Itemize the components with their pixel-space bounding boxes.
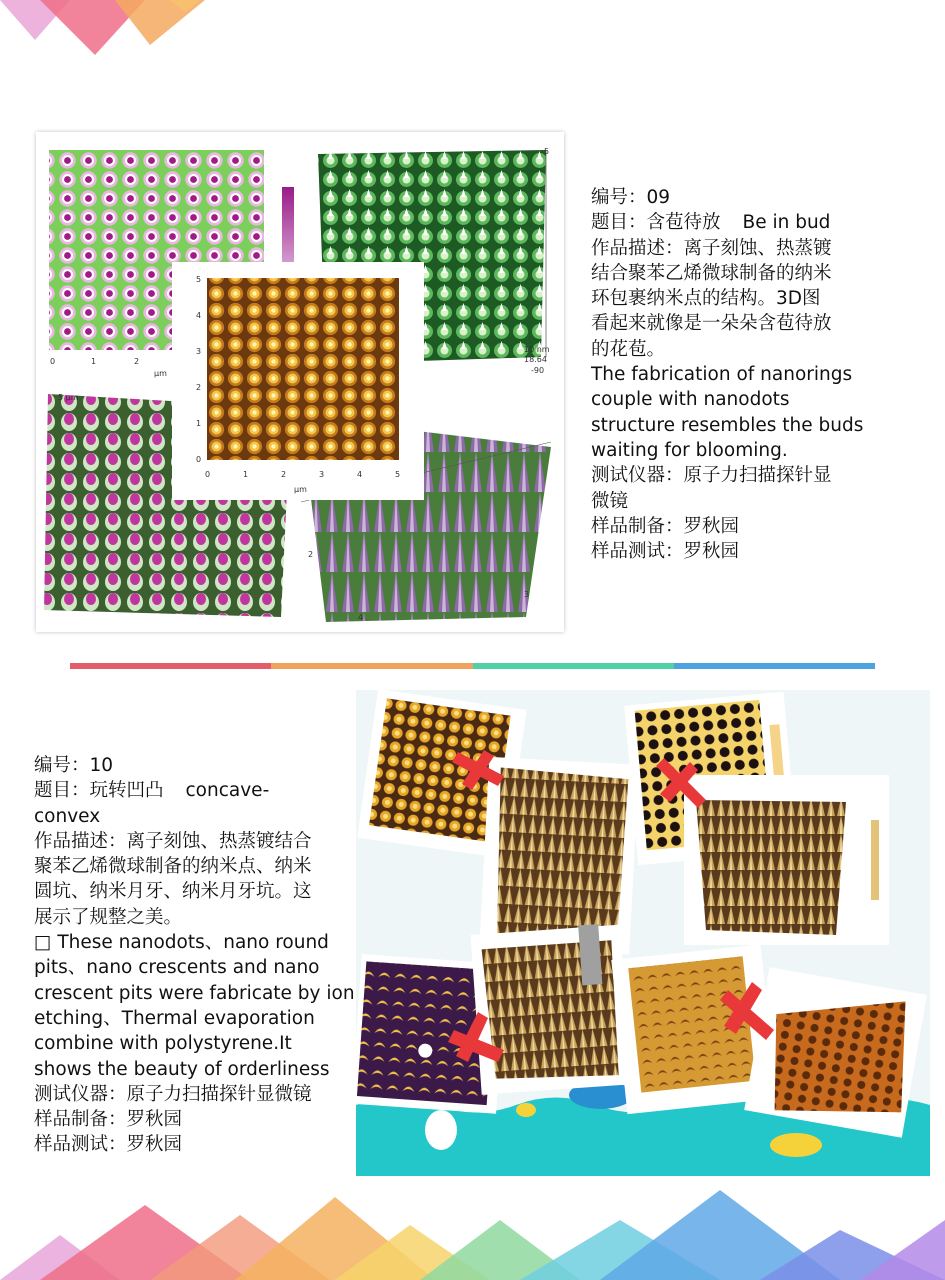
center-axis-unit: μm — [294, 485, 307, 494]
afm-collage-2 — [356, 690, 930, 1176]
entry-09-desc-cn-4: 的花苞。 — [591, 338, 666, 360]
entry-10-desc-cn-0: 作品描述：离子刻蚀、热蒸镀结合 — [34, 830, 312, 852]
afm-collage-1-graphic — [36, 132, 564, 632]
section-divider — [70, 663, 875, 669]
entry-09-tested-by: 样品测试：罗秋园 — [591, 541, 740, 563]
tick-5: 5 — [544, 147, 550, 156]
tick-3b: 3 — [524, 590, 530, 599]
entry-10-number: 编号：10 — [34, 755, 114, 776]
entry-09-number: 编号：09 — [591, 187, 671, 208]
ytick-4: 4 — [196, 311, 202, 320]
entry-09-title-en: Be in bud — [742, 212, 831, 234]
tick-2b: 2 — [308, 550, 314, 559]
entry-10-title — [34, 778, 355, 803]
entry-09-instrument-1: 微镜 — [591, 490, 629, 512]
corner-label-10nm: 10 nm — [524, 345, 550, 354]
entry-09-desc-en-2: structure resembles the buds — [591, 414, 864, 436]
xtick-1: 1 — [243, 470, 249, 479]
entry-10-title-en2: convex — [34, 805, 101, 827]
tick-2: 2 — [134, 357, 140, 366]
entry-10-desc-en-4: combine with polystyrene.It — [34, 1033, 292, 1055]
entry-09-instrument-0: 测试仪器：原子力扫描探针显 — [591, 465, 832, 487]
entry-10-title-en: concave- — [185, 780, 270, 802]
xtick-0: 0 — [205, 470, 211, 479]
entry-09-prepared-by: 样品制备：罗秋园 — [591, 515, 740, 537]
entry-10-tested-by: 样品测试：罗秋园 — [34, 1134, 183, 1156]
entry-09-desc-cn-1: 结合聚苯乙烯微球制备的纳米 — [591, 262, 832, 284]
entry-10-desc-en-1: pits、nano crescents and nano — [34, 957, 320, 979]
entry-09-desc-en-3: waiting for blooming. — [591, 439, 788, 461]
entry-10-instrument: 测试仪器：原子力扫描探针显微镜 — [34, 1083, 312, 1105]
corner-label-90: -90 — [531, 366, 545, 375]
entry-10-prepared-by: 样品制备：罗秋园 — [34, 1109, 183, 1131]
ytick-2: 2 — [196, 383, 202, 392]
entry-09-desc-cn-0: 作品描述：离子刻蚀、热蒸镀 — [591, 237, 832, 259]
tick-4b: 4 — [358, 613, 364, 622]
entry-10-desc-cn-3: 展示了规整之美。 — [34, 906, 183, 928]
entry-09-text — [591, 185, 863, 564]
entry-09-title — [591, 210, 863, 235]
xtick-2: 2 — [281, 470, 287, 479]
entry-10-desc-cn-2: 圆坑、纳米月牙、纳米月牙坑。这 — [34, 881, 312, 903]
entry-09-title-cn: 题目：含苞待放 — [591, 212, 721, 234]
corner-label-5um: 5 μm — [58, 393, 79, 402]
ytick-3: 3 — [196, 347, 202, 356]
entry-09-desc-en-0: The fabrication of nanorings — [591, 364, 853, 386]
xtick-3: 3 — [319, 470, 325, 479]
bottom-decoration — [0, 1185, 945, 1280]
entry-10-desc-cn-1: 聚苯乙烯微球制备的纳米点、纳米 — [34, 856, 312, 878]
entry-10-desc-en-2: crescent pits were fabricate by ion — [34, 982, 355, 1004]
afm-collage-2-graphic — [356, 690, 930, 1176]
entry-09-desc-cn-3: 看起来就像是一朵朵含苞待放 — [591, 313, 832, 335]
entry-09-desc-en-1: couple with nanodots — [591, 389, 790, 411]
entry-10-desc-en-0: □ These nanodots、nano round — [34, 932, 329, 954]
xtick-5: 5 — [395, 470, 401, 479]
corner-label-1864: 18.64 — [524, 355, 547, 364]
tick-1: 1 — [91, 357, 97, 366]
ytick-0: 0 — [196, 455, 202, 464]
top-decoration — [0, 0, 260, 60]
entry-10-desc-en-5: shows the beauty of orderliness — [34, 1058, 330, 1080]
axis-unit-label: μm — [154, 369, 167, 378]
tick-0: 0 — [50, 357, 56, 366]
xtick-4: 4 — [357, 470, 363, 479]
ytick-1: 1 — [196, 419, 202, 428]
entry-10-title-cn: 题目：玩转凹凸 — [34, 780, 164, 802]
entry-10-desc-en-3: etching、Thermal evaporation — [34, 1007, 315, 1029]
ytick-5: 5 — [196, 275, 202, 284]
entry-09-desc-cn-2: 环包裹纳米点的结构。3D图 — [591, 288, 821, 310]
afm-collage-1 — [36, 132, 564, 632]
entry-10-text — [34, 753, 355, 1158]
